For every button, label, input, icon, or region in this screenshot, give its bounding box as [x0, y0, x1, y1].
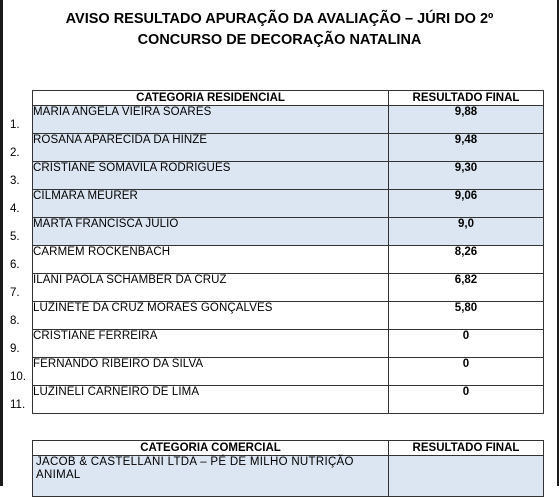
participant-name: CRISTIANE SOMAVILA RODRIGUES	[33, 162, 389, 190]
commercial-results-table	[32, 440, 544, 497]
final-score: 8,26	[389, 246, 544, 274]
table-row	[33, 162, 544, 190]
residential-header-row	[33, 91, 544, 106]
table-row	[33, 246, 544, 274]
row-number: 9.	[10, 342, 20, 355]
final-score: 9,0	[389, 218, 544, 246]
row-number: 7.	[10, 286, 20, 299]
final-score: 0	[389, 386, 544, 414]
row-number: 6.	[10, 258, 20, 271]
business-name-line-1: JACOB & CASTELLANI LTDA – PÉ DE MILHO NUTRIÇÃO	[36, 456, 354, 468]
final-score: 9,88	[389, 106, 544, 134]
residential-table-body	[33, 106, 544, 414]
business-name-line-2: ANIMAL	[36, 469, 81, 481]
row-number: 3.	[10, 174, 20, 187]
page-left-edge	[0, 0, 3, 486]
participant-name: MARIA ANGELA VIEIRA SOARES	[33, 106, 389, 134]
table-row	[33, 106, 544, 134]
participant-name: CARMEM ROCKENBACH	[33, 246, 389, 274]
final-score: 9,48	[389, 134, 544, 162]
commercial-header-row	[33, 441, 544, 456]
row-number: 11.	[10, 398, 26, 411]
final-score	[389, 456, 544, 497]
row-number: 5.	[10, 230, 20, 243]
table-row	[33, 302, 544, 330]
residential-category-header: CATEGORIA RESIDENCIAL	[33, 91, 389, 106]
residential-result-header: RESULTADO FINAL	[389, 91, 544, 106]
participant-name: MARTA FRANCISCA JULIO	[33, 218, 389, 246]
commercial-result-header: RESULTADO FINAL	[389, 441, 544, 456]
row-number: 8.	[10, 314, 20, 327]
final-score: 0	[389, 330, 544, 358]
title-line-2: CONCURSO DE DECORAÇÃO NATALINA	[137, 32, 422, 48]
commercial-table-body	[33, 456, 544, 497]
table-row	[33, 134, 544, 162]
row-number: 10.	[10, 370, 26, 383]
participant-name: CILMARA MEURER	[33, 190, 389, 218]
residential-results-table	[32, 90, 544, 414]
table-row	[33, 456, 544, 497]
table-row	[33, 274, 544, 302]
participant-name: CRISTIANE FERREIRA	[33, 330, 389, 358]
row-number: 1.	[10, 118, 20, 131]
commercial-category-header: CATEGORIA COMERCIAL	[33, 441, 389, 456]
final-score: 5,80	[389, 302, 544, 330]
participant-name: ROSANA APARECIDA DA HINZE	[33, 134, 389, 162]
final-score: 0	[389, 358, 544, 386]
table-row	[33, 358, 544, 386]
table-row	[33, 330, 544, 358]
row-number: 2.	[10, 146, 20, 159]
table-row	[33, 218, 544, 246]
row-number: 4.	[10, 202, 20, 215]
table-row	[33, 386, 544, 414]
participant-name: ILANI PAOLA SCHAMBER DA CRUZ	[33, 274, 389, 302]
participant-name: FERNANDO RIBEIRO DA SILVA	[33, 358, 389, 386]
document-title	[0, 9, 559, 51]
participant-name: LUZINETE DA CRUZ MORAES GONÇALVES	[33, 302, 389, 330]
title-line-1: AVISO RESULTADO APURAÇÃO DA AVALIAÇÃO – JÚRI DO 2º	[65, 11, 494, 27]
final-score: 9,30	[389, 162, 544, 190]
participant-name: LUZINELI CARNEIRO DE LIMA	[33, 386, 389, 414]
table-row	[33, 190, 544, 218]
final-score: 9,06	[389, 190, 544, 218]
business-name	[33, 456, 389, 497]
final-score: 6,82	[389, 274, 544, 302]
